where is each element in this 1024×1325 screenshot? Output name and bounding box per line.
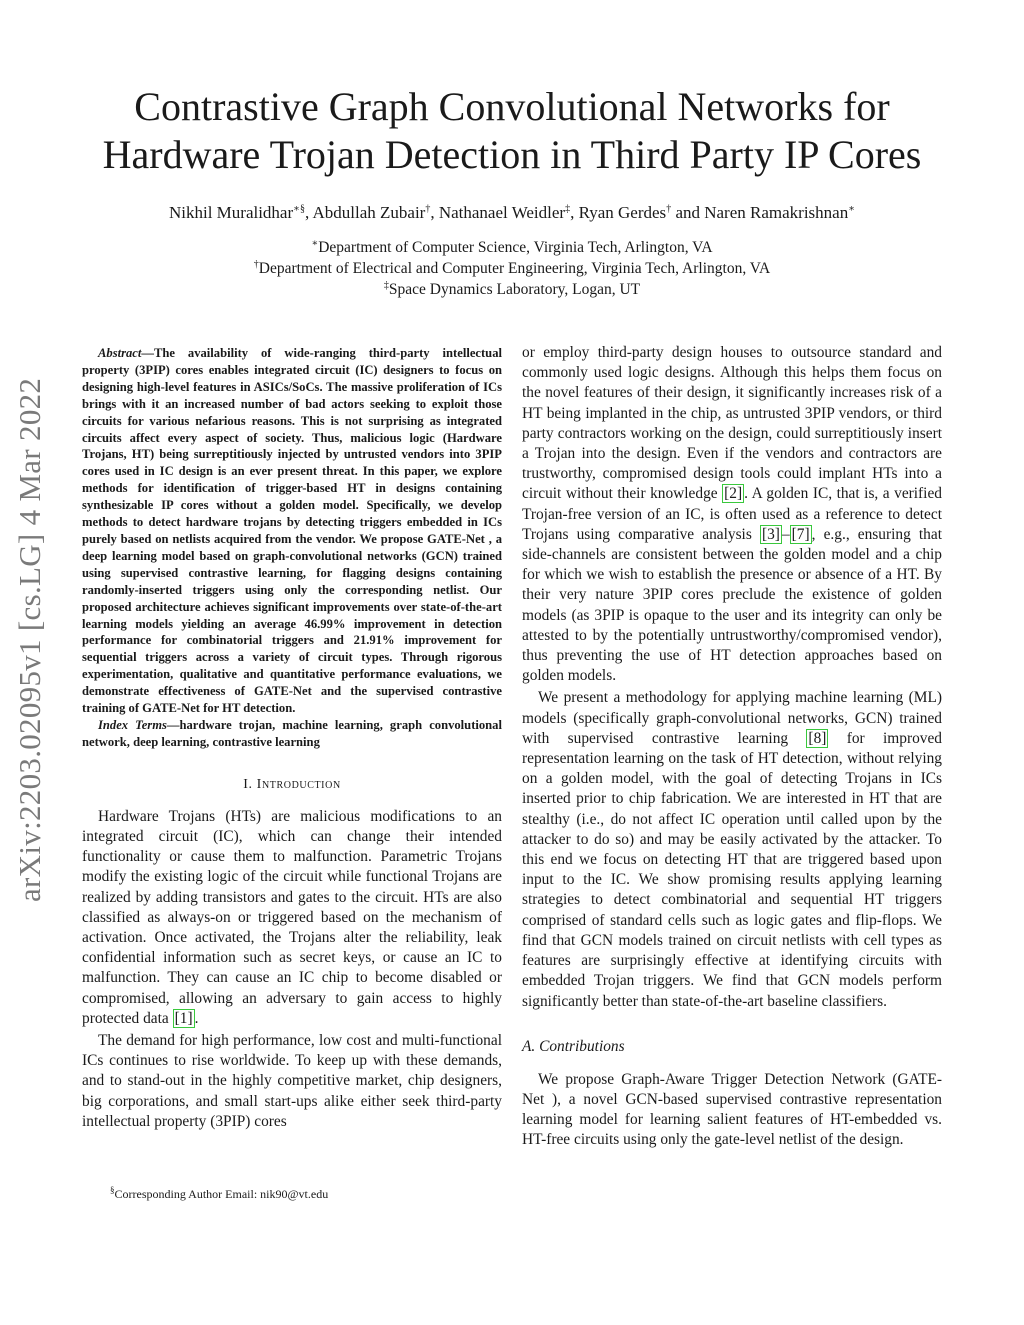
footnote-text: Corresponding Author Email: nik90@vt.edu: [114, 1187, 329, 1201]
citation-link[interactable]: [8]: [808, 729, 827, 747]
author-name: Abdullah Zubair: [312, 203, 426, 222]
intro-paragraph-2-continued: [522, 343, 942, 686]
citation-number: 1: [179, 1009, 188, 1027]
author-affiliation-mark: ∗: [848, 203, 856, 215]
section-heading-introduction: I. Introduction: [243, 776, 341, 792]
citation-link[interactable]: [2]: [724, 485, 743, 503]
author-and: and: [671, 203, 705, 222]
affiliation-mark: †: [253, 258, 259, 270]
citation-link[interactable]: [1]: [174, 1009, 193, 1027]
author-affiliation-mark: ‡: [565, 203, 571, 215]
author-separator: ,: [430, 203, 439, 222]
paragraph-text: We present a methodology for applying machine learning (ML) models (specifically graph-convolutional networks, GCN) trained with supervised contrastive learning: [522, 689, 942, 747]
author-separator: ,: [570, 203, 579, 222]
index-terms-label: Index Terms: [98, 717, 167, 732]
intro-paragraph-1: [82, 807, 502, 1029]
abstract: [82, 345, 502, 717]
paragraph-text: , e.g., ensuring that side-channels are consistent between the golden model and a chip for which we wish to establish the presence or absence of a HT. By their very nature 3PIP cores preclude the existence of golden models (as 3PIP is opaque to the user and its integrity can only be attested to by the potentially untrustworthy/compromised vendor), thus preventing the use of HT detection approaches based on golden models.: [522, 525, 942, 685]
citation-number: 3: [767, 525, 775, 543]
footnote: [110, 1186, 328, 1202]
citation-number: 8: [813, 729, 822, 747]
footnote-mark: §: [110, 1185, 115, 1195]
paper-title-line-2: Hardware Trojan Detection in Third Party IP Cores: [102, 132, 922, 177]
index-terms-text: —hardware trojan, machine learning, graph convolutional network, deep learning, contrastive learning: [82, 717, 502, 749]
citation-number: 2: [729, 485, 737, 503]
abstract-label: Abstract: [98, 346, 142, 360]
author-separator: ,: [304, 203, 313, 222]
paper-title: [60, 83, 964, 179]
index-terms: [82, 717, 502, 751]
affiliation-list: [60, 237, 964, 300]
author-name: Naren Ramakrishnan: [704, 203, 849, 222]
affiliation-mark: ∗: [311, 237, 319, 249]
citation-range-dash: –: [781, 525, 790, 543]
left-column: [82, 345, 502, 1132]
abstract-text: —The availability of wide-ranging third-party intellectual property (3PIP) cores enables integrated circuit (IC) designers to focus on designing high-level features in ASICs/SoCs. The massive proliferation of ICs brings with it an increased number of bad actors seeking to exploit those circuits for various nefarious reasons. This is not surprising as integrated circuits affect every aspect of society. Thus, malicious logic (Hardware Trojans, HT) being surreptitiously injected by untrusted vendors into 3PIP cores used in IC design is an ever present threat. In this paper, we explore methods for identification of trigger-based HT in designs containing synthesizable IP cores without a golden model. Specifically, we develop methods to detect hardware trojans by detecting triggers embedded in ICs purely based on netlists acquired from the vendor. We propose GATE-Net , a deep learning model based on graph-convolutional networks (GCN) trained using supervised contrastive learning, for flagging designs containing randomly-inserted triggers using only the corresponding netlist. Our proposed architecture achieves significant improvements over state-of-the-art learning models yielding an average 46.99% improvement in detection performance for combinatorial triggers and 21.91% improvement for sequential triggers across a variety of circuit types. Through rigorous experimentation, qualitative and quantitative performance evaluations, we demonstrate effectiveness of GATE-Net and the supervised contrastive training of GATE-Net for HT detection.: [82, 346, 502, 716]
paragraph-text: for improved representation learning on the task of HT detection, without relying on a golden model, with the goal of detecting Trojans in ICs inserted prior to chip fabrication. We are interested in HT that are stealthy (i.e., do not affect IC operation until called upon by the attacker to do so) and may be easily activated by the attacker. To this end we focus on detecting HT that are triggered based upon input to the IC. We show promising results applying learning strategies to detect combinatorial and sequential HT triggers comprised of standard cells such as logic gates and flip-flops. We find that GCN models trained on circuit netlists with cell types as features are surprisingly effective at identifying circuits with embedded Trojan triggers. We find that GCN models perform significantly better than state-of-the-art baseline classifiers.: [522, 729, 942, 1010]
citation-number: 7: [796, 525, 805, 543]
contributions-paragraph: We propose Graph-Aware Trigger Detection Network (GATE-Net ), a novel GCN-based supervised contrastive representation learning model for learning salient features of HT-embedded vs. HT-free circuits using only the gate-level netlist of the design.: [522, 1070, 942, 1149]
paragraph-text-end: .: [194, 1009, 199, 1027]
author-affiliation-mark: ∗§: [293, 203, 305, 215]
affiliation-text: Space Dynamics Laboratory, Logan, UT: [388, 281, 641, 298]
author-name: Nikhil Muralidhar: [168, 203, 294, 222]
arxiv-stamp: arXiv:2203.02095v1 [cs.LG] 4 Mar 2022: [12, 377, 47, 903]
intro-paragraph-2: The demand for high performance, low cost and multi-functional ICs continues to rise worldwide. To keep up with these demands, and to stand-out in the highly competitive market, chip designers, big corporations, and small start-ups alike either seek third-party intellectual property (3PIP) cores: [82, 1031, 502, 1130]
paragraph-text: Hardware Trojans (HTs) are malicious modifications to an integrated circuit (IC), which can change their intended functionality or cause them to malfunction. Parametric Trojans modify the existing logic of the circuit while functional Trojans are realized by adding transistors and gates to the circuit. HTs are also classified as always-on or triggered based on the mechanism of activation. Once activated, the Trojans alter the reliability, leak confidential information such as secret keys, or cause an IC to malfunction. They can cause an IC chip to become disabled or compromised, allowing an adversary to gain access to highly protected data: [82, 807, 502, 1027]
author-name: Ryan Gerdes: [578, 203, 667, 222]
intro-paragraph-3: [522, 688, 942, 1011]
affiliation-mark: ‡: [383, 279, 389, 291]
paragraph-text: . A golden IC, that is, a verified Trojan-free version of an IC, is often used as a reference to detect Trojans using comparative analysis: [522, 485, 942, 543]
author-list: [60, 201, 964, 225]
affiliation-text: Department of Electrical and Computer Engineering, Virginia Tech, Arlington, VA: [258, 260, 771, 277]
author-name: Nathanael Weidler: [438, 203, 566, 222]
citation-link[interactable]: [3]: [761, 525, 780, 543]
affiliation-text: Department of Computer Science, Virginia Tech, Arlington, VA: [318, 239, 713, 256]
author-affiliation-mark: †: [666, 203, 672, 215]
paragraph-text: or employ third-party design houses to outsource standard and commonly used logic designs. Although this helps them focus on the novel features of their design, it significantly increases risk of a HT being implanted in the chip, as untrusted 3PIP vendors, or third party contractors working on the design, could surreptitiously insert a Trojan into the design. Even if the vendors and contractors are trustworthy, compromised design tools could implant HTs into a circuit without their knowledge: [522, 344, 942, 503]
citation-link[interactable]: [7]: [791, 525, 810, 543]
affiliation-line: [60, 258, 964, 279]
paper-title-line-1: Contrastive Graph Convolutional Networks for: [134, 84, 890, 129]
author-affiliation-mark: †: [425, 203, 431, 215]
affiliation-line: [60, 279, 964, 300]
affiliation-line: [60, 237, 964, 258]
right-column: [522, 343, 942, 1151]
subsection-heading-contributions: A. Contributions: [522, 1037, 625, 1055]
